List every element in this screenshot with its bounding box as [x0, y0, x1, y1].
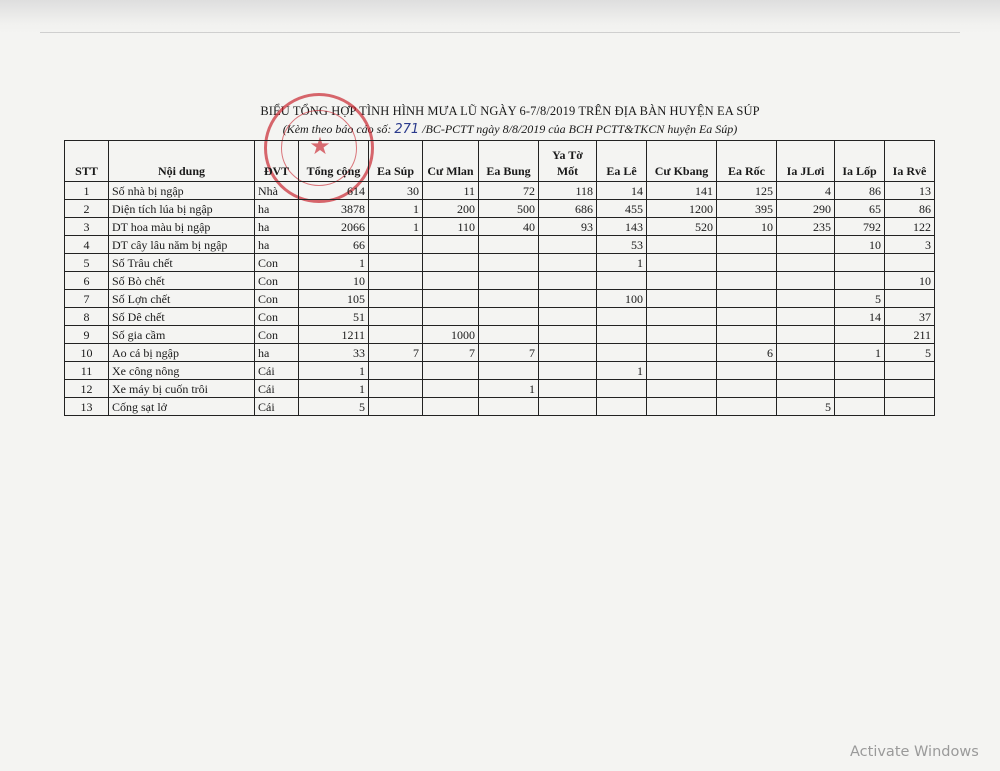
activate-windows-watermark: Activate Windows — [850, 744, 979, 760]
value-cell: 143 — [597, 218, 647, 236]
value-cell: 1000 — [423, 326, 479, 344]
value-cell — [777, 344, 835, 362]
unit-cell: Con — [255, 272, 299, 290]
value-cell — [835, 380, 885, 398]
value-cell — [717, 380, 777, 398]
value-cell — [423, 254, 479, 272]
unit-cell: Con — [255, 290, 299, 308]
row-number-cell: 13 — [65, 398, 109, 416]
row-number-cell: 5 — [65, 254, 109, 272]
value-cell: 100 — [597, 290, 647, 308]
table-row — [65, 326, 935, 344]
column-header: ĐVT — [255, 141, 299, 182]
value-cell: 4 — [777, 182, 835, 200]
value-cell — [647, 236, 717, 254]
value-cell — [597, 308, 647, 326]
unit-cell: Nhà — [255, 182, 299, 200]
value-cell: 1 — [299, 254, 369, 272]
value-cell — [369, 254, 423, 272]
value-cell — [717, 398, 777, 416]
value-cell: 5 — [777, 398, 835, 416]
value-cell — [647, 272, 717, 290]
row-number-cell: 12 — [65, 380, 109, 398]
content-cell: Số Trâu chết — [109, 254, 255, 272]
report-number: 271 — [394, 122, 420, 137]
value-cell: 5 — [835, 290, 885, 308]
value-cell: 7 — [479, 344, 539, 362]
value-cell — [777, 362, 835, 380]
row-number-cell: 11 — [65, 362, 109, 380]
column-header: Ea Súp — [369, 141, 423, 182]
value-cell: 14 — [835, 308, 885, 326]
column-header: Ea Rốc — [717, 141, 777, 182]
value-cell — [885, 290, 935, 308]
value-cell: 686 — [539, 200, 597, 218]
value-cell — [479, 290, 539, 308]
value-cell — [777, 380, 835, 398]
value-cell — [597, 380, 647, 398]
value-cell: 395 — [717, 200, 777, 218]
value-cell — [479, 308, 539, 326]
value-cell: 1 — [299, 380, 369, 398]
value-cell — [369, 308, 423, 326]
scan-edge — [0, 0, 1000, 34]
value-cell: 1 — [369, 200, 423, 218]
content-cell: Xe công nông — [109, 362, 255, 380]
value-cell: 33 — [299, 344, 369, 362]
table-row — [65, 380, 935, 398]
value-cell — [479, 326, 539, 344]
value-cell: 105 — [299, 290, 369, 308]
row-number-cell: 2 — [65, 200, 109, 218]
value-cell: 290 — [777, 200, 835, 218]
value-cell — [777, 272, 835, 290]
table-row — [65, 218, 935, 236]
value-cell — [369, 290, 423, 308]
value-cell — [479, 398, 539, 416]
table-row — [65, 254, 935, 272]
table-row — [65, 182, 935, 200]
table-body — [65, 182, 935, 416]
value-cell — [885, 254, 935, 272]
value-cell — [717, 272, 777, 290]
value-cell — [835, 272, 885, 290]
value-cell — [423, 236, 479, 254]
value-cell: 10 — [717, 218, 777, 236]
table-row — [65, 344, 935, 362]
value-cell: 141 — [647, 182, 717, 200]
value-cell: 1 — [835, 344, 885, 362]
value-cell: 614 — [299, 182, 369, 200]
value-cell — [597, 272, 647, 290]
value-cell: 500 — [479, 200, 539, 218]
value-cell — [539, 290, 597, 308]
value-cell — [479, 272, 539, 290]
table-row — [65, 272, 935, 290]
row-number-cell: 10 — [65, 344, 109, 362]
column-header: STT — [65, 141, 109, 182]
value-cell: 10 — [835, 236, 885, 254]
value-cell — [479, 362, 539, 380]
document-title: BIỂU TỔNG HỢP TÌNH HÌNH MƯA LŨ NGÀY 6-7/8/2019 TRÊN ĐỊA BÀN HUYỆN EA SÚP — [260, 104, 760, 118]
value-cell — [597, 398, 647, 416]
value-cell: 1200 — [647, 200, 717, 218]
value-cell: 5 — [299, 398, 369, 416]
value-cell: 40 — [479, 218, 539, 236]
value-cell — [597, 326, 647, 344]
content-cell: Diện tích lúa bị ngập — [109, 200, 255, 218]
value-cell: 3 — [885, 236, 935, 254]
value-cell — [539, 272, 597, 290]
value-cell: 110 — [423, 218, 479, 236]
row-number-cell: 7 — [65, 290, 109, 308]
value-cell — [539, 362, 597, 380]
value-cell — [423, 380, 479, 398]
value-cell — [369, 326, 423, 344]
column-header: Ia Rvê — [885, 141, 935, 182]
table-row — [65, 362, 935, 380]
content-cell: Xe máy bị cuốn trôi — [109, 380, 255, 398]
value-cell: 520 — [647, 218, 717, 236]
value-cell: 66 — [299, 236, 369, 254]
column-header: Cư Mlan — [423, 141, 479, 182]
content-cell: Cống sạt lở — [109, 398, 255, 416]
value-cell — [647, 344, 717, 362]
value-cell: 37 — [885, 308, 935, 326]
value-cell — [647, 398, 717, 416]
value-cell — [777, 290, 835, 308]
value-cell: 11 — [423, 182, 479, 200]
value-cell — [647, 380, 717, 398]
value-cell — [885, 398, 935, 416]
row-number-cell: 6 — [65, 272, 109, 290]
content-cell: Số Lợn chết — [109, 290, 255, 308]
table-row — [65, 308, 935, 326]
row-number-cell: 9 — [65, 326, 109, 344]
value-cell: 1 — [479, 380, 539, 398]
value-cell — [369, 398, 423, 416]
unit-cell: Con — [255, 308, 299, 326]
value-cell — [369, 236, 423, 254]
content-cell: Số gia cầm — [109, 326, 255, 344]
column-header: Ea Lê — [597, 141, 647, 182]
value-cell — [835, 254, 885, 272]
value-cell: 235 — [777, 218, 835, 236]
value-cell: 122 — [885, 218, 935, 236]
unit-cell: ha — [255, 218, 299, 236]
row-number-cell: 1 — [65, 182, 109, 200]
scan-line — [40, 32, 960, 33]
value-cell: 72 — [479, 182, 539, 200]
row-number-cell: 8 — [65, 308, 109, 326]
value-cell — [423, 398, 479, 416]
value-cell: 5 — [885, 344, 935, 362]
value-cell — [369, 362, 423, 380]
unit-cell: ha — [255, 200, 299, 218]
column-header: Ya Tờ Mốt — [539, 141, 597, 182]
table-row — [65, 236, 935, 254]
content-cell: Số nhà bị ngập — [109, 182, 255, 200]
value-cell: 6 — [717, 344, 777, 362]
value-cell — [885, 380, 935, 398]
value-cell: 10 — [299, 272, 369, 290]
value-cell — [777, 236, 835, 254]
value-cell — [777, 254, 835, 272]
value-cell — [369, 380, 423, 398]
value-cell — [777, 308, 835, 326]
value-cell — [717, 290, 777, 308]
table-row — [65, 398, 935, 416]
value-cell — [717, 326, 777, 344]
value-cell — [717, 254, 777, 272]
value-cell — [717, 308, 777, 326]
value-cell: 30 — [369, 182, 423, 200]
column-header: Ea Bung — [479, 141, 539, 182]
value-cell — [539, 308, 597, 326]
value-cell: 125 — [717, 182, 777, 200]
value-cell — [539, 254, 597, 272]
table-row — [65, 290, 935, 308]
content-cell: Ao cá bị ngập — [109, 344, 255, 362]
unit-cell: Con — [255, 254, 299, 272]
column-header: Tổng cộng — [299, 141, 369, 182]
value-cell — [647, 326, 717, 344]
value-cell: 13 — [885, 182, 935, 200]
value-cell: 65 — [835, 200, 885, 218]
row-number-cell: 4 — [65, 236, 109, 254]
value-cell — [777, 326, 835, 344]
value-cell — [423, 308, 479, 326]
unit-cell: ha — [255, 236, 299, 254]
value-cell: 7 — [423, 344, 479, 362]
value-cell: 2066 — [299, 218, 369, 236]
value-cell — [647, 308, 717, 326]
value-cell: 211 — [885, 326, 935, 344]
value-cell: 1 — [299, 362, 369, 380]
value-cell — [835, 362, 885, 380]
value-cell: 7 — [369, 344, 423, 362]
value-cell: 14 — [597, 182, 647, 200]
value-cell — [647, 254, 717, 272]
flood-report-table — [64, 140, 935, 416]
column-header: Ia JLơi — [777, 141, 835, 182]
value-cell — [717, 236, 777, 254]
value-cell — [423, 272, 479, 290]
value-cell: 200 — [423, 200, 479, 218]
column-header: Cư Kbang — [647, 141, 717, 182]
value-cell — [479, 236, 539, 254]
subtitle-suffix: /BC-PCTT ngày 8/8/2019 của BCH PCTT&TKCN huyện Ea Súp) — [422, 122, 738, 136]
content-cell: Số Bò chết — [109, 272, 255, 290]
value-cell: 792 — [835, 218, 885, 236]
value-cell: 86 — [835, 182, 885, 200]
unit-cell: Cái — [255, 362, 299, 380]
subtitle-prefix: (Kèm theo báo cáo số: — [282, 122, 392, 136]
value-cell: 3878 — [299, 200, 369, 218]
value-cell — [423, 362, 479, 380]
column-header: Ia Lốp — [835, 141, 885, 182]
value-cell — [479, 254, 539, 272]
value-cell — [539, 380, 597, 398]
unit-cell: Cái — [255, 380, 299, 398]
value-cell — [539, 326, 597, 344]
value-cell: 86 — [885, 200, 935, 218]
value-cell — [647, 362, 717, 380]
column-header: Nội dung — [109, 141, 255, 182]
value-cell: 53 — [597, 236, 647, 254]
table-row — [65, 200, 935, 218]
unit-cell: Cái — [255, 398, 299, 416]
value-cell: 118 — [539, 182, 597, 200]
table-header-row — [65, 141, 935, 182]
unit-cell: ha — [255, 344, 299, 362]
value-cell — [369, 272, 423, 290]
row-number-cell: 3 — [65, 218, 109, 236]
value-cell: 51 — [299, 308, 369, 326]
seal-star-icon: ★ — [309, 134, 331, 160]
value-cell: 1 — [597, 254, 647, 272]
value-cell — [647, 290, 717, 308]
value-cell: 10 — [885, 272, 935, 290]
value-cell: 1 — [597, 362, 647, 380]
value-cell: 455 — [597, 200, 647, 218]
value-cell: 1 — [369, 218, 423, 236]
value-cell — [885, 362, 935, 380]
content-cell: DT cây lâu năm bị ngập — [109, 236, 255, 254]
value-cell — [539, 236, 597, 254]
value-cell: 93 — [539, 218, 597, 236]
value-cell — [539, 398, 597, 416]
value-cell — [597, 344, 647, 362]
value-cell — [717, 362, 777, 380]
value-cell: 1211 — [299, 326, 369, 344]
value-cell — [835, 326, 885, 344]
value-cell — [423, 290, 479, 308]
content-cell: Số Dê chết — [109, 308, 255, 326]
unit-cell: Con — [255, 326, 299, 344]
content-cell: DT hoa màu bị ngập — [109, 218, 255, 236]
value-cell — [539, 344, 597, 362]
value-cell — [835, 398, 885, 416]
